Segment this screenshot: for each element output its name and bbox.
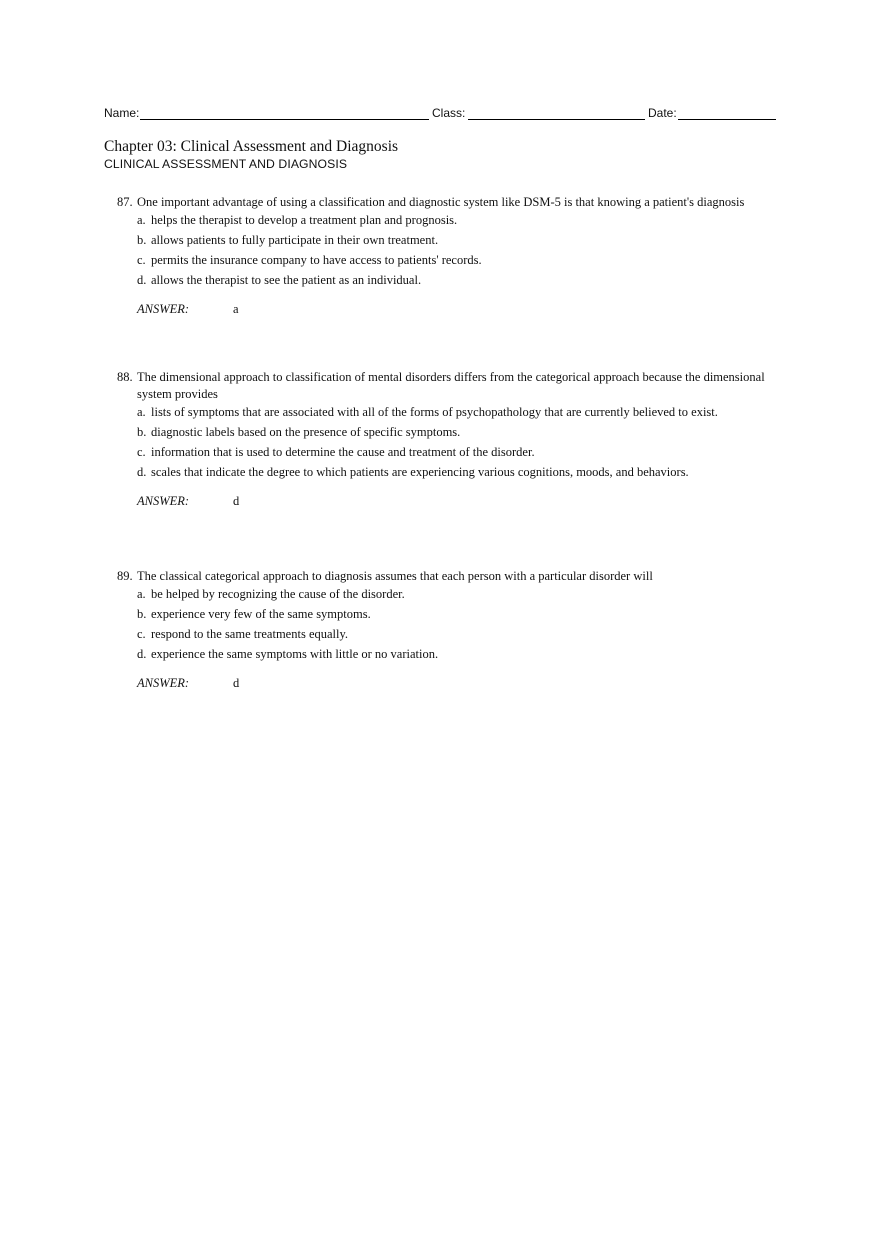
- option-text: allows the therapist to see the patient as an individual.: [151, 273, 422, 287]
- chapter-subtitle: CLINICAL ASSESSMENT AND DIAGNOSIS: [104, 157, 348, 171]
- question-number: 89.: [117, 569, 133, 583]
- option-d: [137, 646, 767, 663]
- option-text: experience the same symptoms with little or no variation.: [151, 647, 439, 661]
- option-letter: a.: [137, 213, 146, 227]
- question-stem: [117, 369, 767, 403]
- option-c: [137, 444, 767, 461]
- option-a: [137, 404, 767, 421]
- option-letter: b.: [137, 425, 147, 439]
- question-87: [117, 194, 767, 318]
- option-text: information that is used to determine the cause and treatment of the disorder.: [151, 445, 535, 459]
- question-89: [117, 568, 767, 692]
- question-number: 88.: [117, 370, 133, 384]
- option-text: lists of symptoms that are associated with all of the forms of psychopathology that are currently believed to exist.: [151, 405, 718, 419]
- answer-row: [117, 675, 767, 692]
- question-88: [117, 369, 767, 510]
- option-letter: d.: [137, 273, 147, 287]
- option-b: [137, 232, 767, 249]
- option-letter: c.: [137, 627, 146, 641]
- answer-row: [117, 493, 767, 510]
- option-c: [137, 626, 767, 643]
- option-letter: b.: [137, 607, 147, 621]
- date-field[interactable]: [678, 104, 776, 120]
- option-a: [137, 212, 767, 229]
- options-list: [117, 586, 767, 663]
- chapter-title: Chapter 03: Clinical Assessment and Diagnosis: [104, 138, 399, 155]
- question-text: The dimensional approach to classification of mental disorders differs from the categorical approach because the dimensional system provides: [137, 370, 765, 401]
- option-text: allows patients to fully participate in their own treatment.: [151, 233, 439, 247]
- student-info-header: [104, 104, 776, 124]
- name-label: Name:: [104, 106, 140, 120]
- answer-label: ANSWER:: [137, 302, 190, 316]
- answer-label: ANSWER:: [137, 676, 190, 690]
- option-text: permits the insurance company to have access to patients' records.: [151, 253, 482, 267]
- option-text: diagnostic labels based on the presence of specific symptoms.: [151, 425, 461, 439]
- options-list: [117, 404, 767, 481]
- answer-row: [117, 301, 767, 318]
- option-a: [137, 586, 767, 603]
- option-letter: a.: [137, 587, 146, 601]
- option-letter: d.: [137, 465, 147, 479]
- option-letter: c.: [137, 253, 146, 267]
- option-d: [137, 464, 767, 481]
- option-letter: b.: [137, 233, 147, 247]
- option-letter: c.: [137, 445, 146, 459]
- option-text: experience very few of the same symptoms.: [151, 607, 371, 621]
- answer-label: ANSWER:: [137, 494, 190, 508]
- option-text: be helped by recognizing the cause of the disorder.: [151, 587, 405, 601]
- answer-value: d: [233, 494, 240, 508]
- question-text: One important advantage of using a classification and diagnostic system like DSM-5 is that knowing a patient's diagnosis: [137, 195, 745, 209]
- question-text: The classical categorical approach to diagnosis assumes that each person with a particular disorder will: [137, 569, 653, 583]
- option-text: helps the therapist to develop a treatment plan and prognosis.: [151, 213, 458, 227]
- date-label: Date:: [648, 106, 677, 120]
- option-text: respond to the same treatments equally.: [151, 627, 349, 641]
- option-c: [137, 252, 767, 269]
- question-stem: [117, 194, 767, 211]
- options-list: [117, 212, 767, 289]
- option-letter: a.: [137, 405, 146, 419]
- question-stem: [117, 568, 767, 585]
- option-b: [137, 424, 767, 441]
- option-b: [137, 606, 767, 623]
- class-field[interactable]: [468, 104, 645, 120]
- option-text: scales that indicate the degree to which patients are experiencing various cognitions, moods, and behaviors.: [151, 465, 689, 479]
- name-field[interactable]: [140, 104, 429, 120]
- class-label: Class:: [432, 106, 466, 120]
- question-number: 87.: [117, 195, 133, 209]
- option-letter: d.: [137, 647, 147, 661]
- answer-value: d: [233, 676, 240, 690]
- answer-value: a: [233, 302, 239, 316]
- option-d: [137, 272, 767, 289]
